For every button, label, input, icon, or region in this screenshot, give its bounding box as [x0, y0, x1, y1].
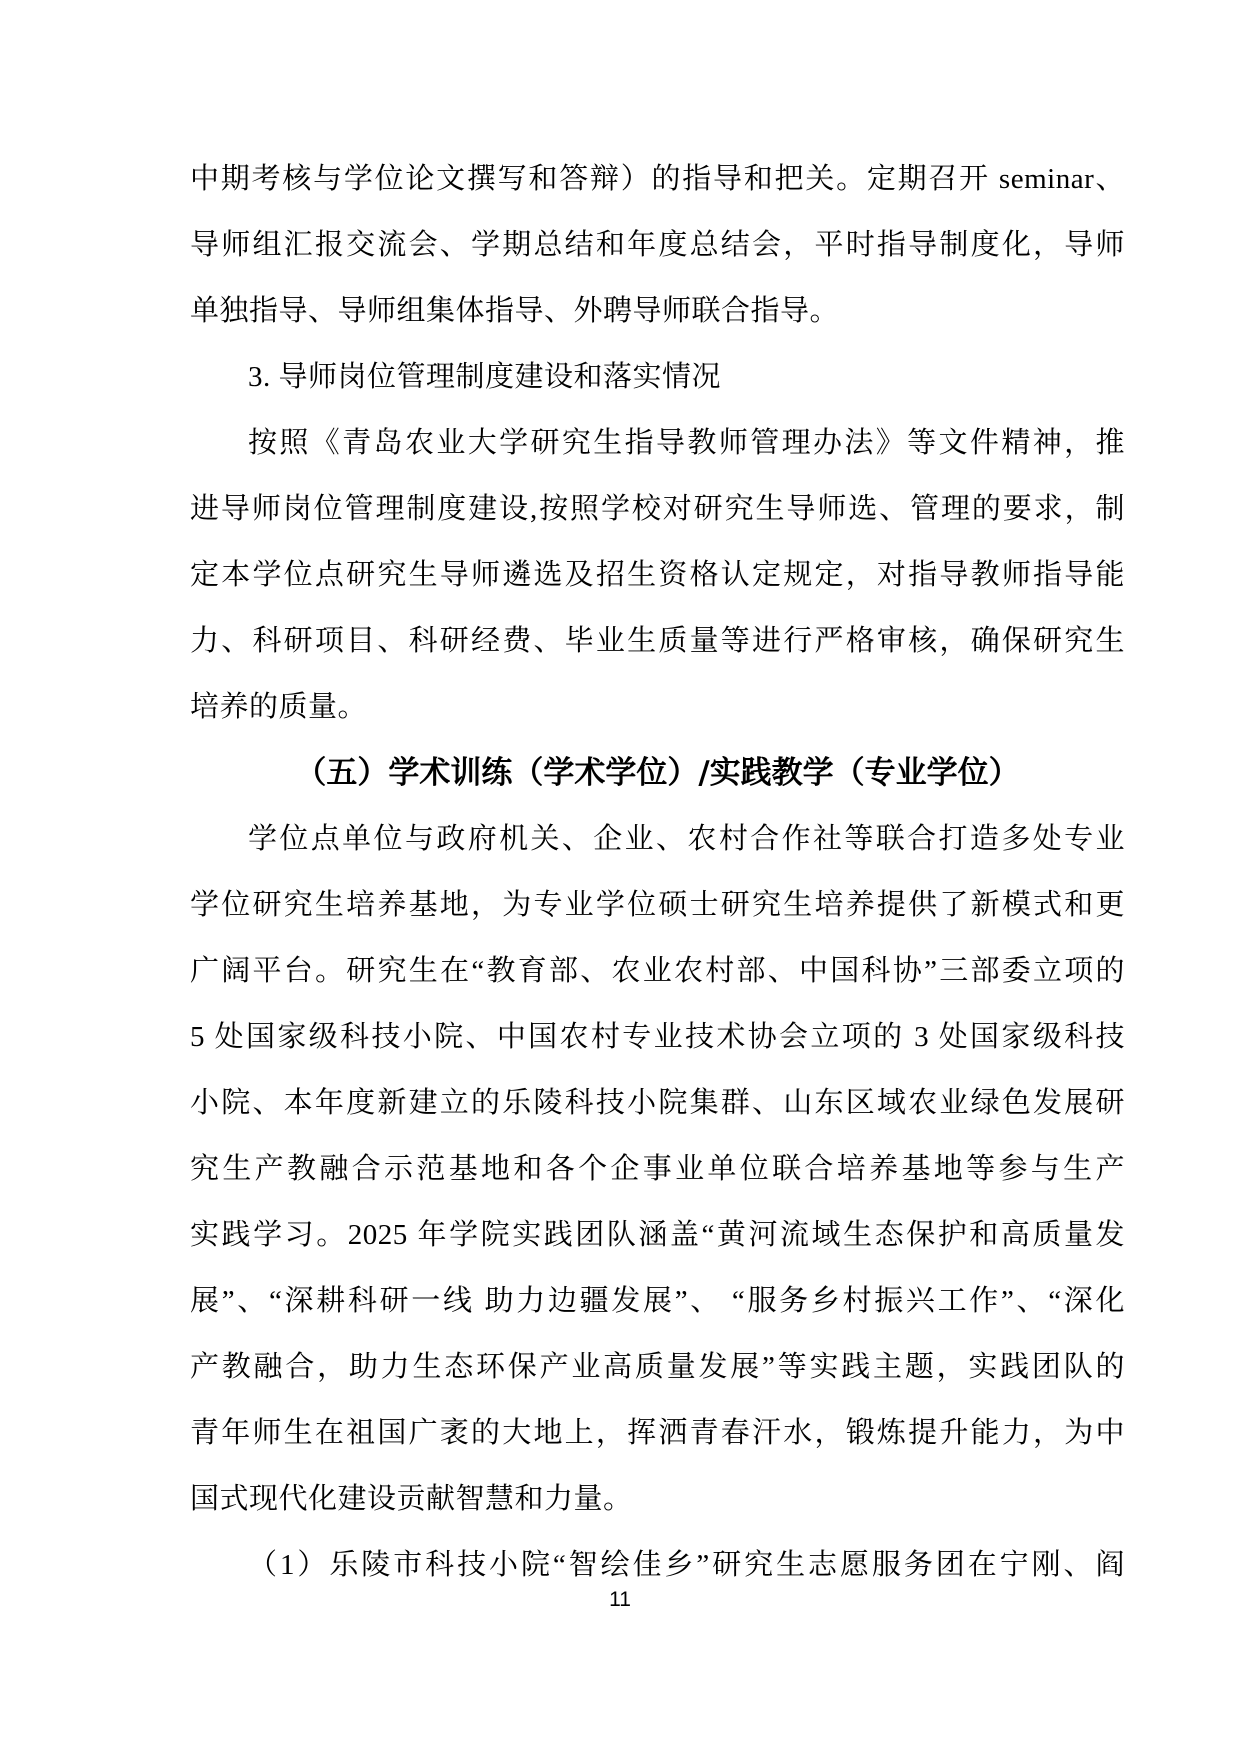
text-line: 进导师岗位管理制度建设,按照学校对研究生导师选、管理的要求，制	[190, 493, 1125, 525]
text-line: 实践学习。2025 年学院实践团队涵盖“黄河流域生态保护和高质量发	[190, 1219, 1125, 1251]
text-line: 展”、“深耕科研一线 助力边疆发展”、 “服务乡村振兴工作”、“深化	[190, 1285, 1125, 1317]
text-line: 青年师生在祖国广袤的大地上，挥洒青春汗水，锻炼提升能力，为中	[190, 1417, 1125, 1449]
text-line: 中期考核与学位论文撰写和答辩）的指导和把关。定期召开 seminar、	[190, 163, 1125, 195]
text-line: 广阔平台。研究生在“教育部、农业农村部、中国科协”三部委立项的	[190, 955, 1125, 987]
text-line: 5 处国家级科技小院、中国农村专业技术协会立项的 3 处国家级科技	[190, 1021, 1125, 1053]
text-line: 学位研究生培养基地，为专业学位硕士研究生培养提供了新模式和更	[190, 889, 1125, 921]
text-line: 究生产教融合示范基地和各个企事业单位联合培养基地等参与生产	[190, 1153, 1125, 1185]
section-heading: （五）学术训练（学术学位）/实践教学（专业学位）	[295, 755, 1020, 791]
text-line: 按照《青岛农业大学研究生指导教师管理办法》等文件精神，推	[248, 427, 1125, 459]
list-item-line: （1）乐陵市科技小院“智绘佳乡”研究生志愿服务团在宁刚、阎	[248, 1549, 1125, 1581]
text-line: 导师组汇报交流会、学期总结和年度总结会，平时指导制度化，导师	[190, 229, 1125, 261]
text-line: 力、科研项目、科研经费、毕业生质量等进行严格审核，确保研究生	[190, 625, 1125, 657]
text-line: 学位点单位与政府机关、企业、农村合作社等联合打造多处专业	[248, 823, 1125, 855]
text-line: 培养的质量。	[190, 691, 368, 723]
text-line: 小院、本年度新建立的乐陵科技小院集群、山东区域农业绿色发展研	[190, 1087, 1125, 1119]
text-line: 产教融合，助力生态环保产业高质量发展”等实践主题，实践团队的	[190, 1351, 1125, 1383]
text-line: 定本学位点研究生导师遴选及招生资格认定规定，对指导教师指导能	[190, 559, 1125, 591]
numbered-item-line: 3. 导师岗位管理制度建设和落实情况	[248, 361, 722, 393]
text-line: 国式现代化建设贡献智慧和力量。	[190, 1483, 633, 1515]
page-number: 11	[609, 1588, 631, 1611]
page-body	[190, 146, 1125, 1598]
text-line: 单独指导、导师组集体指导、外聘导师联合指导。	[190, 295, 840, 327]
